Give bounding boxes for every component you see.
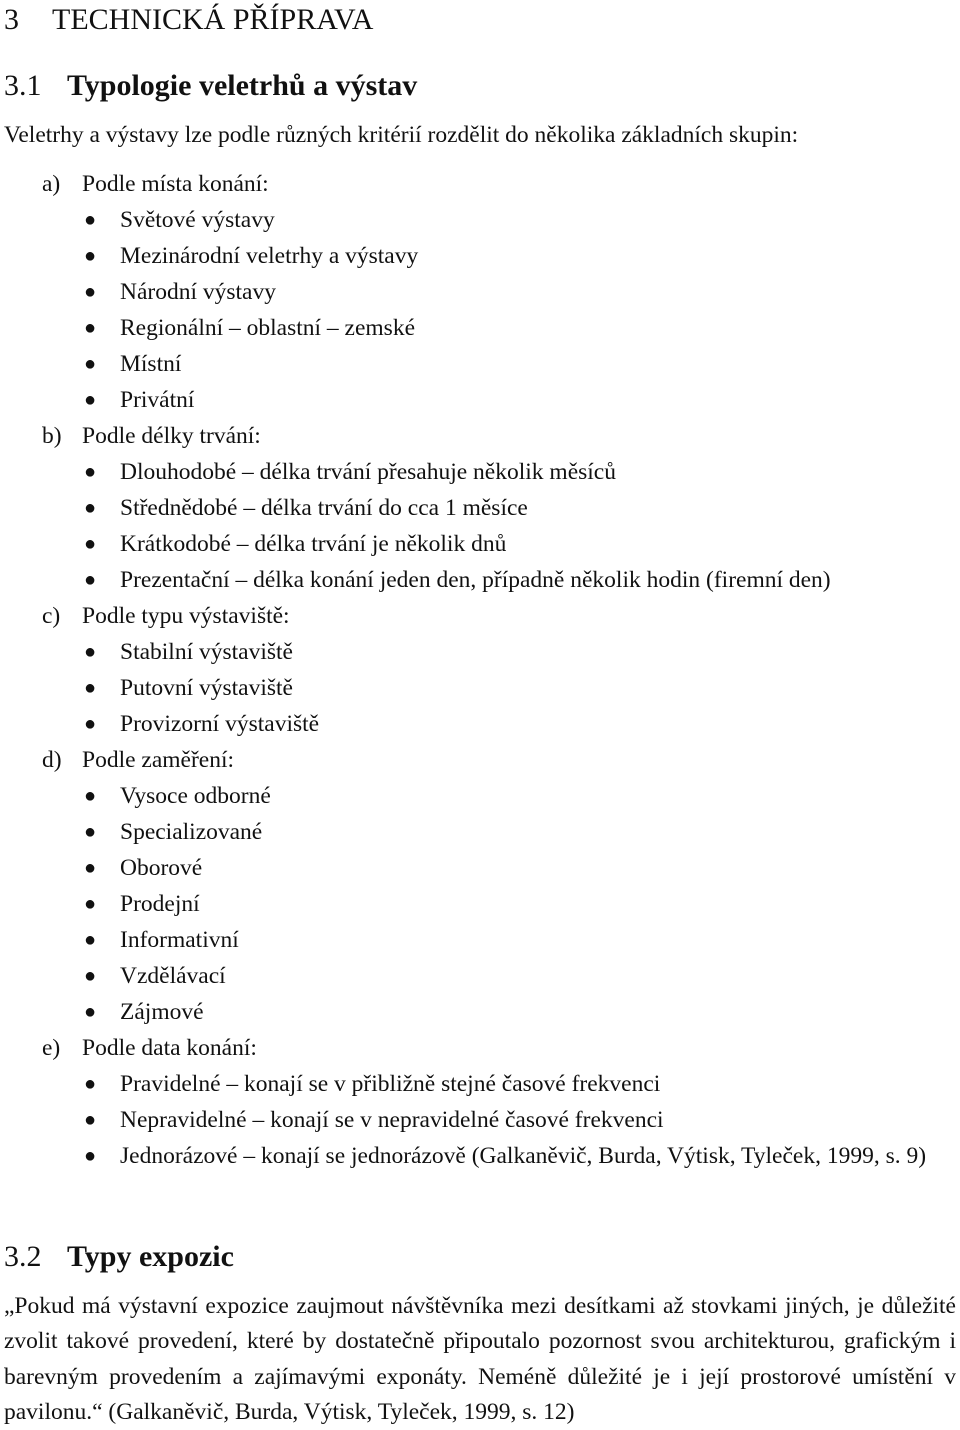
list-item: ● Krátkodobé – délka trvání je několik dnů xyxy=(80,526,956,562)
bullet-icon: ● xyxy=(84,929,97,951)
bullet-icon: ● xyxy=(84,1001,97,1023)
bullet-icon: ● xyxy=(84,857,97,879)
list-item: ● Vysoce odborné xyxy=(80,778,956,814)
category-heading xyxy=(42,418,261,454)
bullet-icon: ● xyxy=(84,209,97,231)
bullet-icon: ● xyxy=(84,497,97,519)
category-label: Podle data konání: xyxy=(82,1035,257,1061)
bullet-icon: ● xyxy=(84,317,97,339)
intro-paragraph: Veletrhy a výstavy lze podle různých kritérií rozdělit do několika základních skupin: xyxy=(4,122,799,148)
category-letter: a) xyxy=(42,171,61,197)
category-heading xyxy=(42,598,290,634)
bullet-icon: ● xyxy=(84,245,97,267)
list-item: ● Regionální – oblastní – zemské xyxy=(80,310,956,346)
list-item: ● Prodejní xyxy=(80,886,956,922)
category-label: Podle délky trvání: xyxy=(82,423,261,449)
list-item: ● Zájmové xyxy=(80,994,956,1030)
category-letter: b) xyxy=(42,423,62,449)
bullet-icon: ● xyxy=(84,353,97,375)
bullet-icon: ● xyxy=(84,1109,97,1131)
section-title: Typologie veletrhů a výstav xyxy=(67,69,418,102)
bullet-icon: ● xyxy=(84,893,97,915)
bullet-icon: ● xyxy=(84,569,97,591)
list-item: ● Prezentační – délka konání jeden den, případně několik hodin (firemní den) xyxy=(80,562,956,598)
bullet-icon: ● xyxy=(84,641,97,663)
list-item: ● Oborové xyxy=(80,850,956,886)
list-item: ● Privátní xyxy=(80,382,956,418)
section-title: Typy expozic xyxy=(67,1240,234,1273)
bullet-icon: ● xyxy=(84,713,97,735)
list-item: ● Světové výstavy xyxy=(80,202,956,238)
list-item: ● Informativní xyxy=(80,922,956,958)
section-heading xyxy=(4,1237,234,1277)
list-item: ● Mezinárodní veletrhy a výstavy xyxy=(80,238,956,274)
list-item: ● Stabilní výstaviště xyxy=(80,634,956,670)
bullet-icon: ● xyxy=(84,965,97,987)
bullet-icon: ● xyxy=(84,1073,97,1095)
category-label: Podle typu výstaviště: xyxy=(82,603,290,629)
category-heading xyxy=(42,742,234,778)
chapter-heading xyxy=(4,0,373,40)
list-item: ● Nepravidelné – konají se v nepravidelné časové frekvenci xyxy=(80,1102,956,1138)
list-item: ● Jednorázové – konají se jednorázově (Galkaněvič, Burda, Výtisk, Tyleček, 1999, s. 9) xyxy=(80,1138,956,1174)
list-item: ● Pravidelné – konají se v přibližně stejné časové frekvenci xyxy=(80,1066,956,1102)
bullet-icon: ● xyxy=(84,281,97,303)
bullet-icon: ● xyxy=(84,785,97,807)
list-item: ● Putovní výstaviště xyxy=(80,670,956,706)
category-letter: e) xyxy=(42,1035,61,1061)
list-item: ● Národní výstavy xyxy=(80,274,956,310)
category-heading xyxy=(42,1030,257,1066)
chapter-number: 3 xyxy=(4,3,19,36)
quote-paragraph: „Pokud má výstavní expozice zaujmout návštěvníka mezi desítkami až stovkami jiných, je důležité zvolit takové provedení, které by dostatečně připoutalo pozornost svou architekturou, grafickým i barevným provedením a zajímavými exponáty. Neméně důležité je i její prostorové umístění v pavilonu.“ (Galkaněvič, Burda, Výtisk, Tyleček, 1999, s. 12) xyxy=(4,1293,956,1425)
list-item: ● Vzdělávací xyxy=(80,958,956,994)
category-letter: d) xyxy=(42,747,62,773)
bullet-icon: ● xyxy=(84,533,97,555)
section-heading xyxy=(4,66,417,106)
bullet-icon: ● xyxy=(84,1145,97,1167)
bullet-icon: ● xyxy=(84,389,97,411)
category-label: Podle místa konání: xyxy=(82,171,269,197)
list-item: ● Střednědobé – délka trvání do cca 1 měsíce xyxy=(80,490,956,526)
category-label: Podle zaměření: xyxy=(82,747,235,773)
bullet-icon: ● xyxy=(84,821,97,843)
list-item: ● Dlouhodobé – délka trvání přesahuje několik měsíců xyxy=(80,454,956,490)
bullet-icon: ● xyxy=(84,461,97,483)
list-item: ● Specializované xyxy=(80,814,956,850)
bullet-icon: ● xyxy=(84,677,97,699)
list-item: ● Provizorní výstaviště xyxy=(80,706,956,742)
category-heading xyxy=(42,166,269,202)
list-item: ● Místní xyxy=(80,346,956,382)
chapter-title: TECHNICKÁ PŘÍPRAVA xyxy=(52,3,374,36)
section-number: 3.2 xyxy=(4,1240,42,1273)
category-letter: c) xyxy=(42,603,61,629)
section-number: 3.1 xyxy=(4,69,42,102)
